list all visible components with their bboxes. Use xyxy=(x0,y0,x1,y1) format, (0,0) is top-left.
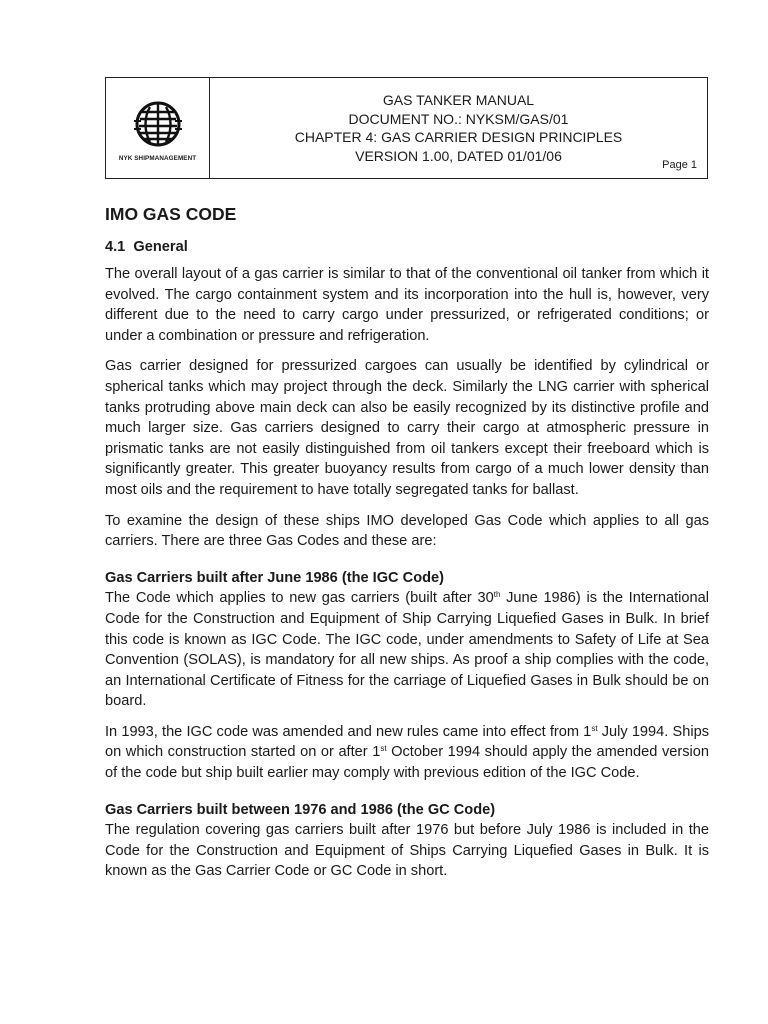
igc-text-b: June 1986) is the International Code for the Construction and Equipment of Ship Carrying Liquefied Gases in Bulk. In brief this code is known as IGC Code. The IGC code, under amendments to Safety of Life at Sea Convention (SOLAS), is mandatory for all new ships. As proof a ship complies with the code, an International Certificate of Fitness for the carriage of Liquefied Gases in Bulk should be on board. xyxy=(105,590,709,710)
gc-subheading: Gas Carriers built between 1976 and 1986 (the GC Code) xyxy=(105,801,496,818)
amend-text-a: In 1993, the IGC code was amended and new rules came into effect from 1 xyxy=(105,723,592,740)
logo-caption: NYK SHIPMANAGEMENT xyxy=(118,154,197,162)
amend-sup-2: st xyxy=(380,744,387,754)
igc-sup: th xyxy=(493,590,501,600)
page-heading: IMO GAS CODE xyxy=(105,204,237,224)
amend-text-c: October 1994 should apply the amended version of the code but ship built earlier may comply with previous edition of the IGC Code. xyxy=(105,744,709,782)
igc-paragraph xyxy=(105,588,709,712)
document-number: DOCUMENT NO.: NYKSM/GAS/01 xyxy=(348,110,569,127)
igc-text-a: The Code which applies to new gas carriers (built after 30 xyxy=(105,590,494,607)
page-number: Page 1 xyxy=(662,158,697,171)
amend-sup-1: st xyxy=(591,723,598,733)
logo-cell xyxy=(106,78,210,178)
manual-title: GAS TANKER MANUAL xyxy=(382,92,535,108)
chapter-title: CHAPTER 4: GAS CARRIER DESIGN PRINCIPLES xyxy=(294,129,623,145)
paragraph-gas-codes: To examine the design of these ships IMO developed Gas Code which applies to all gas carriers. There are three Gas Codes and these are: xyxy=(105,512,709,550)
igc-section xyxy=(105,568,709,784)
gc-section xyxy=(105,800,709,882)
section-heading xyxy=(105,237,709,257)
document-header xyxy=(105,77,708,179)
paragraph-tank-types: Gas carrier designed for pressurized cargoes can usually be identified by cylindrical or spherical tanks which may project through the deck. Similarly the LNG carrier with spherical tanks protruding above main deck can also be easily recognized by its distinctive profile and much larger size. Gas carriers designed to carry their cargo at atmospheric pressure in prismatic tanks are not easily distinguished from oil tankers except their freeboard which is significantly greater. This greater buoyancy results from cargo of a much lower density than most oils and the requirement to have totally segregated tanks for ballast. xyxy=(105,358,709,498)
igc-subheading: Gas Carriers built after June 1986 (the IGC Code) xyxy=(105,569,444,586)
document-title-block xyxy=(210,78,707,178)
igc-amendment-paragraph xyxy=(105,722,709,784)
nyk-logo-icon xyxy=(130,99,186,149)
version-date: VERSION 1.00, DATED 01/01/06 xyxy=(355,147,562,164)
paragraph-layout: The overall layout of a gas carrier is similar to that of the conventional oil tanker from which it evolved. The cargo containment system and its incorporation into the hull is, however, very different due to the need to carry cargo under pressurized, or refrigerated conditions; or under a combination or pressure and refrigeration. xyxy=(105,266,709,344)
gc-paragraph: The regulation covering gas carriers built after 1976 but before July 1986 is included in the Code for the Construction and Equipment of Ships Carrying Liquefied Gases in Bulk. It is known as the Gas Carrier Code or GC Code in short. xyxy=(105,822,709,880)
section-number: 4.1 xyxy=(105,239,126,255)
section-title: General xyxy=(133,239,188,255)
document-body xyxy=(105,203,709,892)
amend-text-b: July 1994. Ships on which construction started on or after 1 xyxy=(105,723,710,761)
